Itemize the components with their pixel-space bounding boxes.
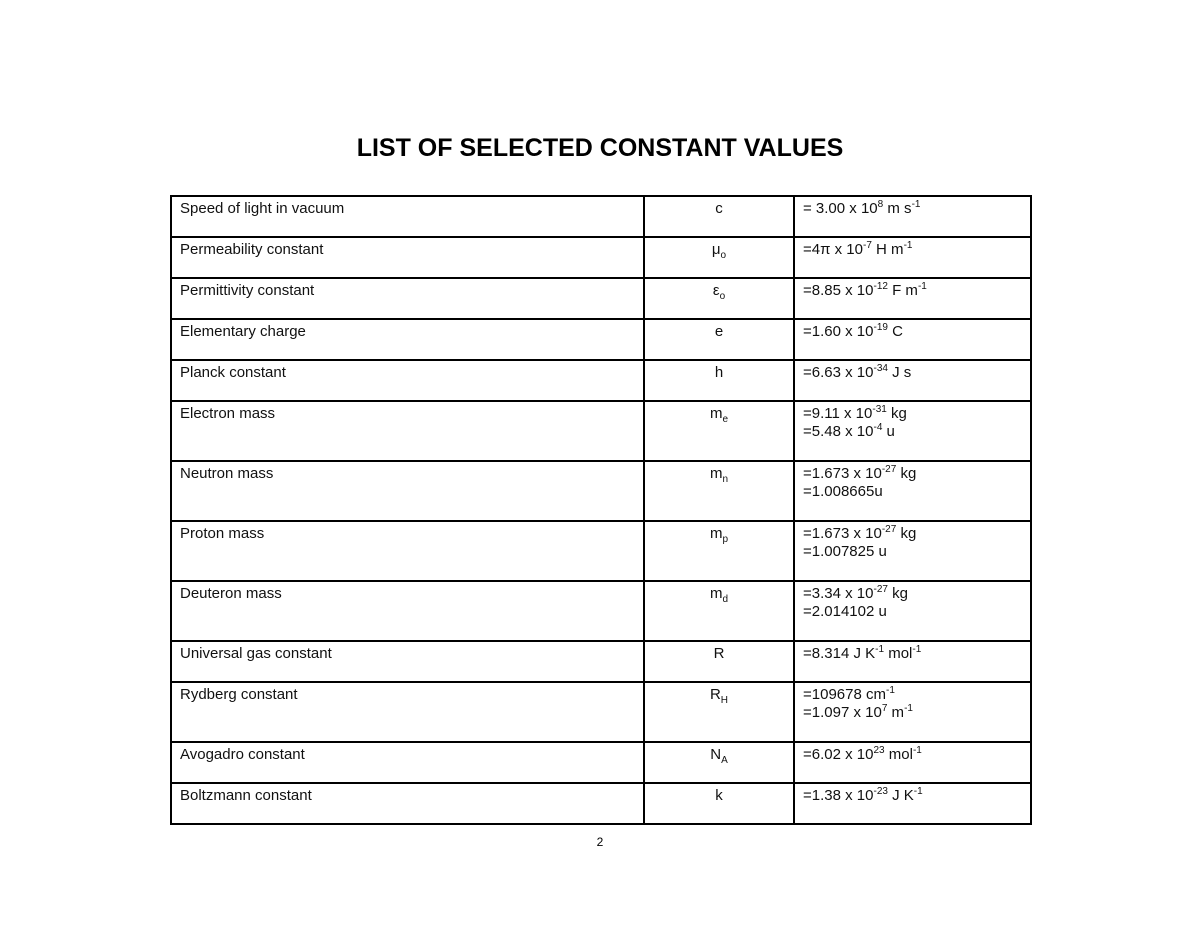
table-row [171,641,1031,682]
constant-name: Permeability constant [171,237,644,278]
constant-name: Permittivity constant [171,278,644,319]
table-row [171,461,1031,521]
constant-value: =8.85 x $10^{-12}$ F $m^{-1}$ [794,278,1031,319]
constant-name: Elementary charge [171,319,644,360]
table-row [171,742,1031,783]
constant-value: = 3.00 x $10^8$ m $s^{-1}$ [794,196,1031,237]
constant-name: Universal gas constant [171,641,644,682]
page-title: LIST OF SELECTED CONSTANT VALUES [356,134,844,162]
constant-symbol: R [644,641,794,682]
constant-name: Speed of light in vacuum [171,196,644,237]
constant-symbol: $\mu_o$ [644,237,794,278]
constant-symbol: $m_e$ [644,401,794,461]
constant-symbol: e [644,319,794,360]
constant-name: Avogadro constant [171,742,644,783]
constant-name: Proton mass [171,521,644,581]
constant-value: =3.34 x $10^{-27}$ kg =2.014102 u [794,581,1031,641]
constant-symbol: $\varepsilon_o$ [644,278,794,319]
constant-value: =9.11 x $10^{-31}$ kg =5.48 x $10^{-4}$ u [794,401,1031,461]
constant-name: Neutron mass [171,461,644,521]
constant-value: =4π x $10^{-7}$ H $m^{-1}$ [794,237,1031,278]
constant-value: =6.02 x $10^{23}$ mol$^{-1}$ [794,742,1031,783]
constant-name: Planck constant [171,360,644,401]
constant-symbol: $R_H$ [644,682,794,742]
constant-symbol: $N_A$ [644,742,794,783]
table-row [171,783,1031,824]
constants-table [170,195,1032,825]
constant-symbol: $m_p$ [644,521,794,581]
constant-symbol: c [644,196,794,237]
constant-value: =1.60 x $10^{-19}$ C [794,319,1031,360]
table-row [171,401,1031,461]
constant-value: =1.673 x $10^{-27}$ kg =1.008665u [794,461,1031,521]
constant-symbol: $m_n$ [644,461,794,521]
constant-name: Boltzmann constant [171,783,644,824]
table-row [171,319,1031,360]
table-row [171,360,1031,401]
table-row [171,682,1031,742]
constant-symbol: k [644,783,794,824]
table-row [171,278,1031,319]
page-number: 2 [596,835,604,849]
table-row [171,521,1031,581]
constant-value: =6.63 x $10^{-34}$ J s [794,360,1031,401]
constant-value: =1.673 x $10^{-27}$ kg =1.007825 u [794,521,1031,581]
constant-name: Electron mass [171,401,644,461]
constant-name: Rydberg constant [171,682,644,742]
table-row [171,581,1031,641]
constant-name: Deuteron mass [171,581,644,641]
constant-symbol: h [644,360,794,401]
constant-value: =1.38 x $10^{-23}$ J $K^{-1}$ [794,783,1031,824]
constant-value: =8.314 J $K^{-1}$ mol$^{-1}$ [794,641,1031,682]
table-row [171,237,1031,278]
table-row [171,196,1031,237]
constant-symbol: $m_d$ [644,581,794,641]
constant-value: =109678 $cm^{-1}$ =1.097 x $10^7$ $m^{-1}$ [794,682,1031,742]
